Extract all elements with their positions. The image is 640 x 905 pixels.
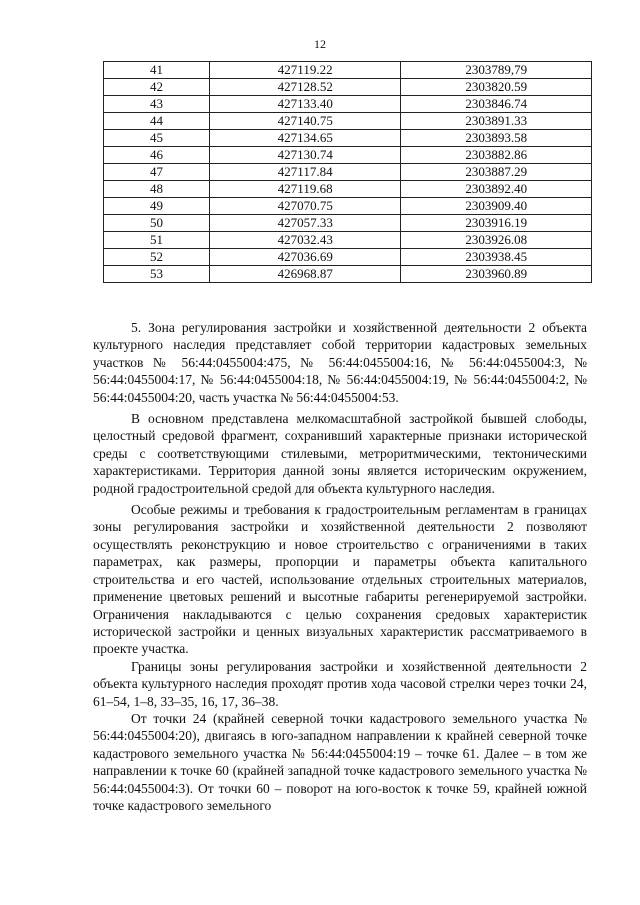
table-row [104,62,592,79]
y-coordinate: 2303789,79 [401,62,592,79]
x-coordinate: 427032.43 [209,232,400,249]
table-row [104,147,592,164]
x-coordinate: 427133.40 [209,96,400,113]
paragraph-zone-description: 5. Зона регулирования застройки и хозяйственной деятельности 2 объекта культурного наследия представляет собой территории кадастровых земельных участков № 56:44:0455004:475, № 56:44:0455004:16, № 56:44:0455004:3, № 56:44:0455004:17, № 56:44:0455004:18, № 56:44:0455004:19, № 56:44:0455004:2, № 56:44:0455004:20, часть участка № 56:44:0455004:53. [93,320,587,405]
table-row [104,215,592,232]
table-row [104,130,592,147]
table-row [104,113,592,130]
x-coordinate: 427036.69 [209,249,400,266]
point-number: 47 [104,164,210,181]
point-number: 45 [104,130,210,147]
table-row [104,198,592,215]
y-coordinate: 2303909.40 [401,198,592,215]
y-coordinate: 2303916.19 [401,215,592,232]
paragraph-special-regimes: Особые режимы и требования к градостроительным регламентам в границах зоны регулирования застройки и хозяйственной деятельности 2 позволяют осуществлять реконструкцию и новое строительство с ограничениями в таких параметрах, как размеры, пропорции и параметры объекта капитального строительства и его частей, использование отдельных строительных материалов, применение цветовых решений и высотные габариты регенерируемой застройки. Ограничения накладываются с целью сохранения средовых характеристик исторической застройки и ценных визуальных характеристик рассматриваемого в проекте участка. [93,502,587,657]
point-number: 46 [104,147,210,164]
x-coordinate: 426968.87 [209,266,400,283]
y-coordinate: 2303960.89 [401,266,592,283]
y-coordinate: 2303938.45 [401,249,592,266]
x-coordinate: 427130.74 [209,147,400,164]
page-number: 12 [314,37,326,51]
y-coordinate: 2303846.74 [401,96,592,113]
table-row [104,79,592,96]
table-row [104,249,592,266]
point-number: 53 [104,266,210,283]
x-coordinate: 427117.84 [209,164,400,181]
x-coordinate: 427140.75 [209,113,400,130]
x-coordinate: 427119.22 [209,62,400,79]
x-coordinate: 427134.65 [209,130,400,147]
paragraph-boundary-route: От точки 24 (крайней северной точки кадастрового земельного участка № 56:44:0455004:20), двигаясь в юго-западном направлении к крайней северной точке кадастрового земельного участка № 56:44:0455004:19 – точке 61. Далее – в том же направлении к точке 60 (крайней западной точке кадастрового земельного участка № 56:44:0455004:3). От точки 60 – поворот на юго-восток к точке 59, крайней южной точке кадастрового земельного [93,710,587,813]
point-number: 48 [104,181,210,198]
point-number: 49 [104,198,210,215]
body-text [93,319,587,814]
table-row [104,266,592,283]
y-coordinate: 2303820.59 [401,79,592,96]
y-coordinate: 2303926.08 [401,232,592,249]
y-coordinate: 2303891.33 [401,113,592,130]
point-number: 44 [104,113,210,130]
table-row [104,181,592,198]
x-coordinate: 427057.33 [209,215,400,232]
x-coordinate: 427119.68 [209,181,400,198]
point-number: 41 [104,62,210,79]
coordinates-table [103,61,592,283]
y-coordinate: 2303887.29 [401,164,592,181]
x-coordinate: 427128.52 [209,79,400,96]
point-number: 42 [104,79,210,96]
point-number: 52 [104,249,210,266]
table-row [104,96,592,113]
table-row [104,232,592,249]
paragraph-boundaries: Границы зоны регулирования застройки и хозяйственной деятельности 2 объекта культурного наследия проходят против хода часовой стрелки через точки 24, 61–54, 1–8, 33–35, 16, 17, 36–38. [93,658,587,709]
paragraph-development-character: В основном представлена мелкомасштабной застройкой бывшей слободы, целостный средовой фрагмент, сохранивший характерные признаки исторической среды с соответствующими стилевыми, метроритмическими, тектоническими характеристиками. Территория данной зоны является историческим окружением, родной градостроительной средой для объекта культурного наследия. [93,411,587,496]
point-number: 51 [104,232,210,249]
y-coordinate: 2303893.58 [401,130,592,147]
y-coordinate: 2303882.86 [401,147,592,164]
y-coordinate: 2303892.40 [401,181,592,198]
point-number: 50 [104,215,210,232]
x-coordinate: 427070.75 [209,198,400,215]
table-row [104,164,592,181]
point-number: 43 [104,96,210,113]
